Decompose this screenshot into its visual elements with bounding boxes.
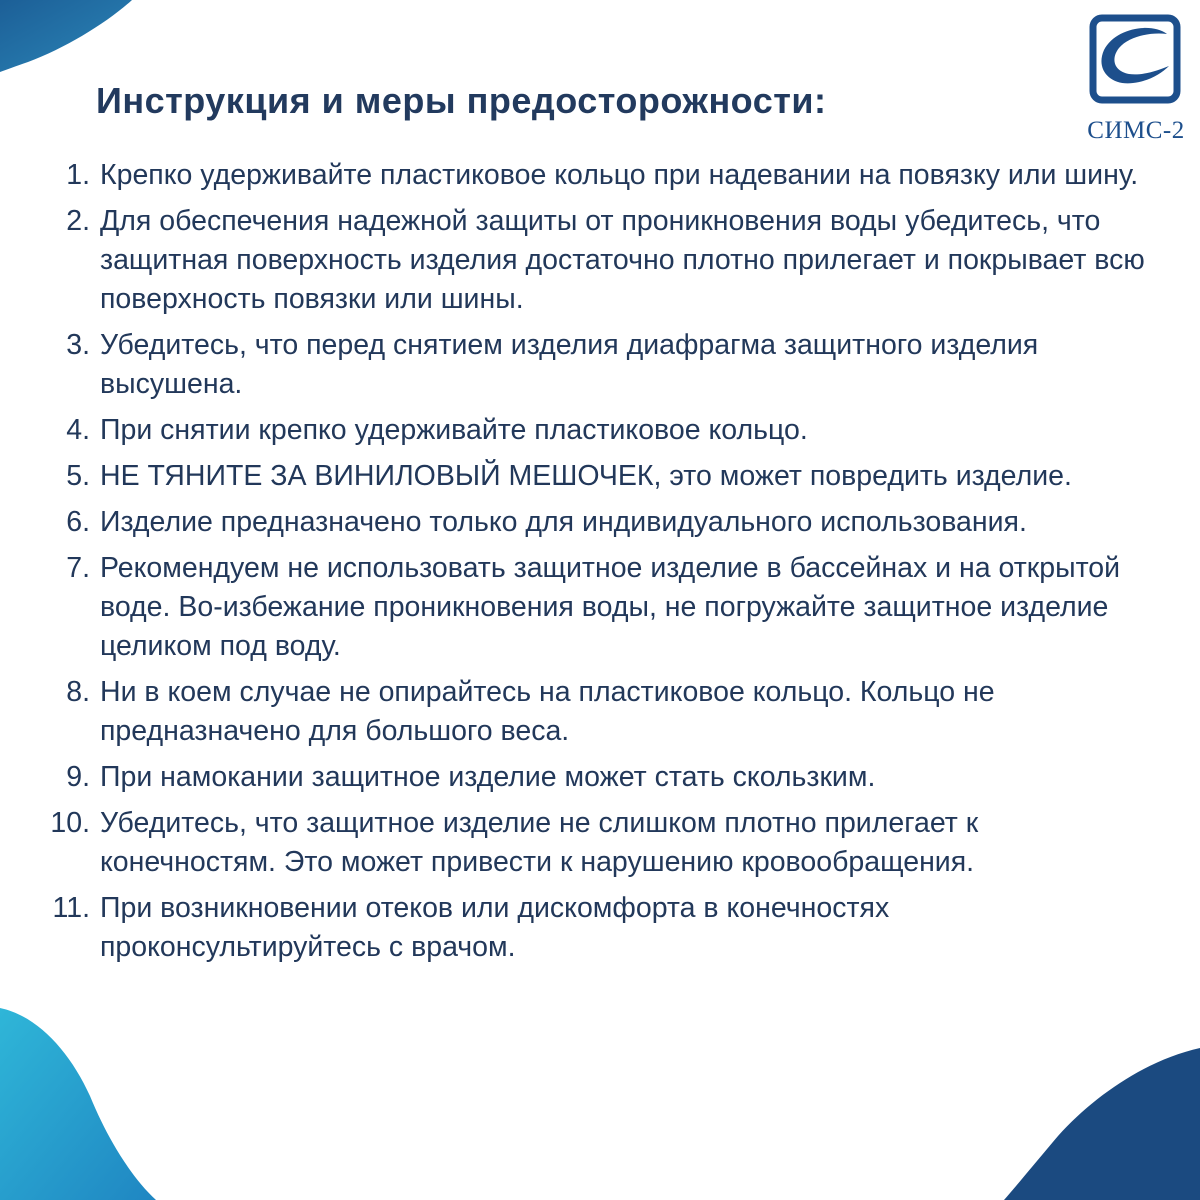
instruction-item [40, 804, 1150, 882]
instruction-text: Убедитесь, что защитное изделие не слишком плотно прилегает к конечностям. Это может привести к нарушению кровообращения. [100, 807, 979, 878]
instruction-number: 8. [66, 676, 90, 708]
instruction-number: 11. [52, 892, 90, 924]
instruction-item [40, 673, 1150, 751]
instruction-number: 7. [66, 552, 90, 584]
instruction-text: При возникновении отеков или дискомфорта в конечностях проконсультируйтесь с врачом. [100, 892, 890, 963]
instruction-text: Убедитесь, что перед снятием изделия диафрагма защитного изделия высушена. [100, 329, 1039, 400]
brand-name: СИМС-2 [1087, 117, 1185, 144]
page-title: Инструкция и меры предосторожности: [96, 80, 827, 121]
instruction-item [40, 202, 1150, 319]
instruction-item [40, 156, 1150, 195]
instruction-number: 9. [66, 761, 90, 793]
bottom-right-wave [1004, 1048, 1200, 1200]
instruction-item [40, 549, 1150, 666]
instruction-number: 5. [66, 460, 90, 492]
top-left-wave [0, 0, 132, 72]
instruction-text: НЕ ТЯНИТЕ ЗА ВИНИЛОВЫЙ МЕШОЧЕК, это может повредить изделие. [100, 460, 1072, 492]
instruction-text: Крепко удерживайте пластиковое кольцо при надевании на повязку или шину. [100, 159, 1139, 191]
instruction-number: 4. [66, 414, 90, 446]
instruction-item [40, 411, 1150, 450]
instruction-number: 2. [66, 205, 90, 237]
instruction-text: При намокании защитное изделие может стать скользким. [100, 761, 876, 793]
instruction-text: Изделие предназначено только для индивидуального использования. [100, 506, 1027, 538]
instruction-number: 6. [66, 506, 90, 538]
instruction-text: При снятии крепко удерживайте пластиковое кольцо. [100, 414, 808, 446]
logo-icon [1089, 14, 1181, 104]
instruction-item [40, 503, 1150, 542]
instruction-item [40, 457, 1150, 496]
instruction-item [40, 758, 1150, 797]
instruction-text: Для обеспечения надежной защиты от проникновения воды убедитесь, что защитная поверхность изделия достаточно плотно прилегает и покрывает всю поверхность повязки или шины. [100, 205, 1145, 315]
instruction-item [40, 889, 1150, 967]
instruction-number: 3. [66, 329, 90, 361]
instruction-number: 10. [50, 807, 90, 839]
instruction-text: Рекомендуем не использовать защитное изделие в бассейнах и на открытой воде. Во-избежание проникновения воды, не погружайте защитное изделие целиком под воду. [100, 552, 1121, 662]
instruction-number: 1. [66, 159, 90, 191]
instruction-text: Ни в коем случае не опирайтесь на пластиковое кольцо. Кольцо не предназначено для большого веса. [100, 676, 995, 747]
instructions-list [40, 156, 1150, 974]
instruction-item [40, 326, 1150, 404]
brand-logo [1084, 14, 1188, 144]
bottom-left-wave [0, 1008, 156, 1200]
